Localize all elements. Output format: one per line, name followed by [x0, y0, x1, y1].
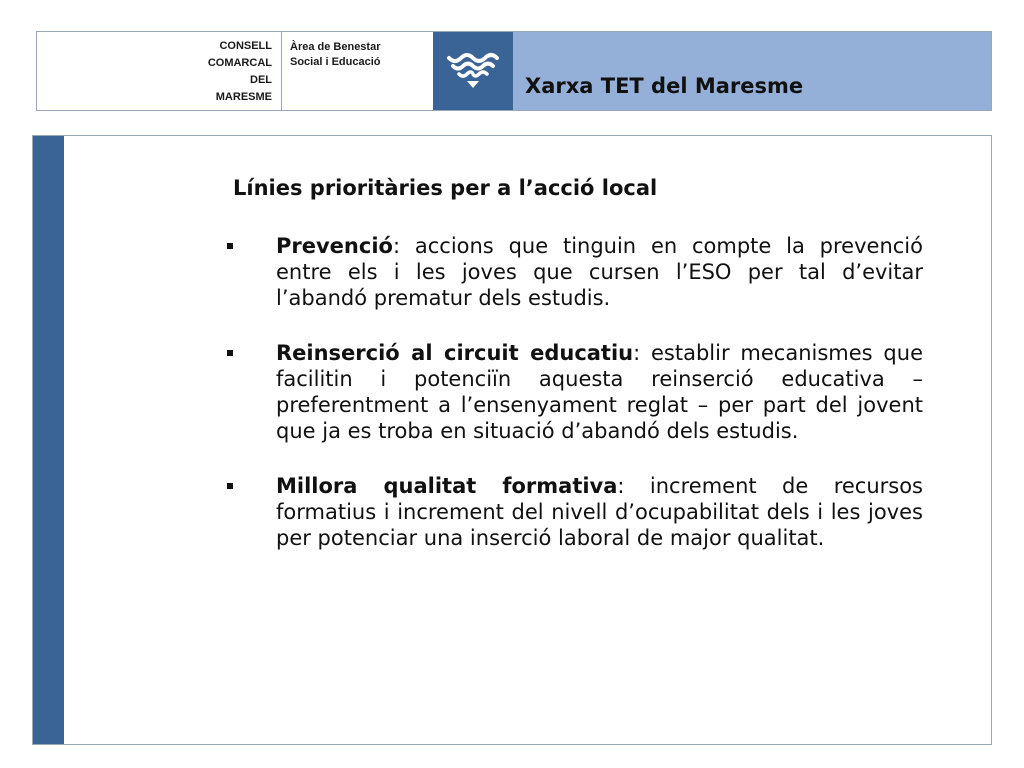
header-band — [36, 31, 992, 111]
bullet-text: : accions que tinguin en compte la prevenció entre els i les joves que cursen l’ESO per tal d’evitar l’abandó prematur dels estudis. — [276, 234, 923, 310]
org-line: CONSELL — [219, 40, 272, 52]
bullet-term: Millora qualitat formativa — [276, 474, 618, 498]
title-block — [513, 32, 991, 110]
area-line: Social i Educació — [290, 56, 381, 68]
square-bullet-icon — [227, 350, 233, 356]
bullet-term: Prevenció — [276, 234, 393, 258]
square-bullet-icon — [227, 243, 233, 249]
department-block — [282, 32, 432, 110]
list-item — [223, 340, 923, 444]
list-item — [223, 473, 923, 551]
organization-name — [208, 38, 272, 106]
org-line: MARESME — [215, 91, 272, 103]
list-item — [223, 233, 923, 311]
bullet-list — [223, 233, 923, 580]
area-line: Àrea de Benestar — [290, 41, 381, 53]
bullet-text: : increment de recursos formatius i increment del nivell d’ocupabilitat dels i les joves per potenciar una inserció laboral de major qualitat. — [276, 474, 923, 550]
side-accent-bar — [33, 136, 64, 744]
organization-block — [37, 32, 282, 110]
square-bullet-icon — [227, 483, 233, 489]
section-title: Línies prioritàries per a l’acció local — [233, 176, 658, 200]
department-name — [290, 40, 381, 70]
logo-block — [433, 32, 513, 110]
header-title: Xarxa TET del Maresme — [525, 74, 804, 98]
bullet-term: Reinserció al circuit educatiu — [276, 341, 634, 365]
org-line: DEL — [250, 74, 272, 86]
org-line: COMARCAL — [207, 57, 272, 69]
waves-shield-icon — [447, 52, 499, 90]
content-panel — [32, 135, 992, 745]
bullet-text: : establir mecanismes que facilitin i potenciïn aquesta reinserció educativa – preferentment a l’ensenyament reglat – per part del jovent que ja es troba en situació d’abandó dels estudis. — [276, 341, 923, 443]
